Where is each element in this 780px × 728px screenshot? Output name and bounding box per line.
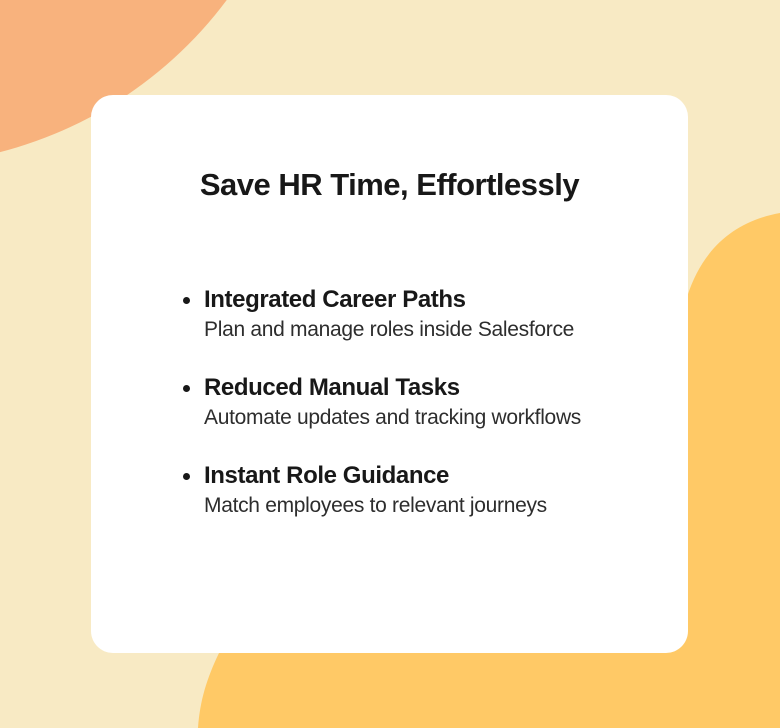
bullet-description: Automate updates and tracking workflows — [204, 406, 582, 429]
bullet-dot-icon — [183, 473, 190, 480]
bullet-heading: Integrated Career Paths — [204, 286, 466, 313]
bullet-heading: Instant Role Guidance — [204, 462, 449, 489]
bullet-content — [204, 285, 574, 344]
content-card — [91, 95, 688, 653]
bullet-content — [204, 461, 547, 520]
page-title: Save HR Time, Effortlessly — [199, 167, 580, 202]
bullet-list — [183, 285, 623, 549]
bullet-content — [204, 373, 581, 432]
list-item — [183, 373, 623, 432]
bullet-description: Plan and manage roles inside Salesforce — [204, 318, 575, 341]
bullet-dot-icon — [183, 297, 190, 304]
list-item — [183, 461, 623, 520]
list-item — [183, 285, 623, 344]
bullet-dot-icon — [183, 385, 190, 392]
bullet-heading: Reduced Manual Tasks — [204, 374, 460, 401]
bullet-description: Match employees to relevant journeys — [204, 494, 547, 517]
